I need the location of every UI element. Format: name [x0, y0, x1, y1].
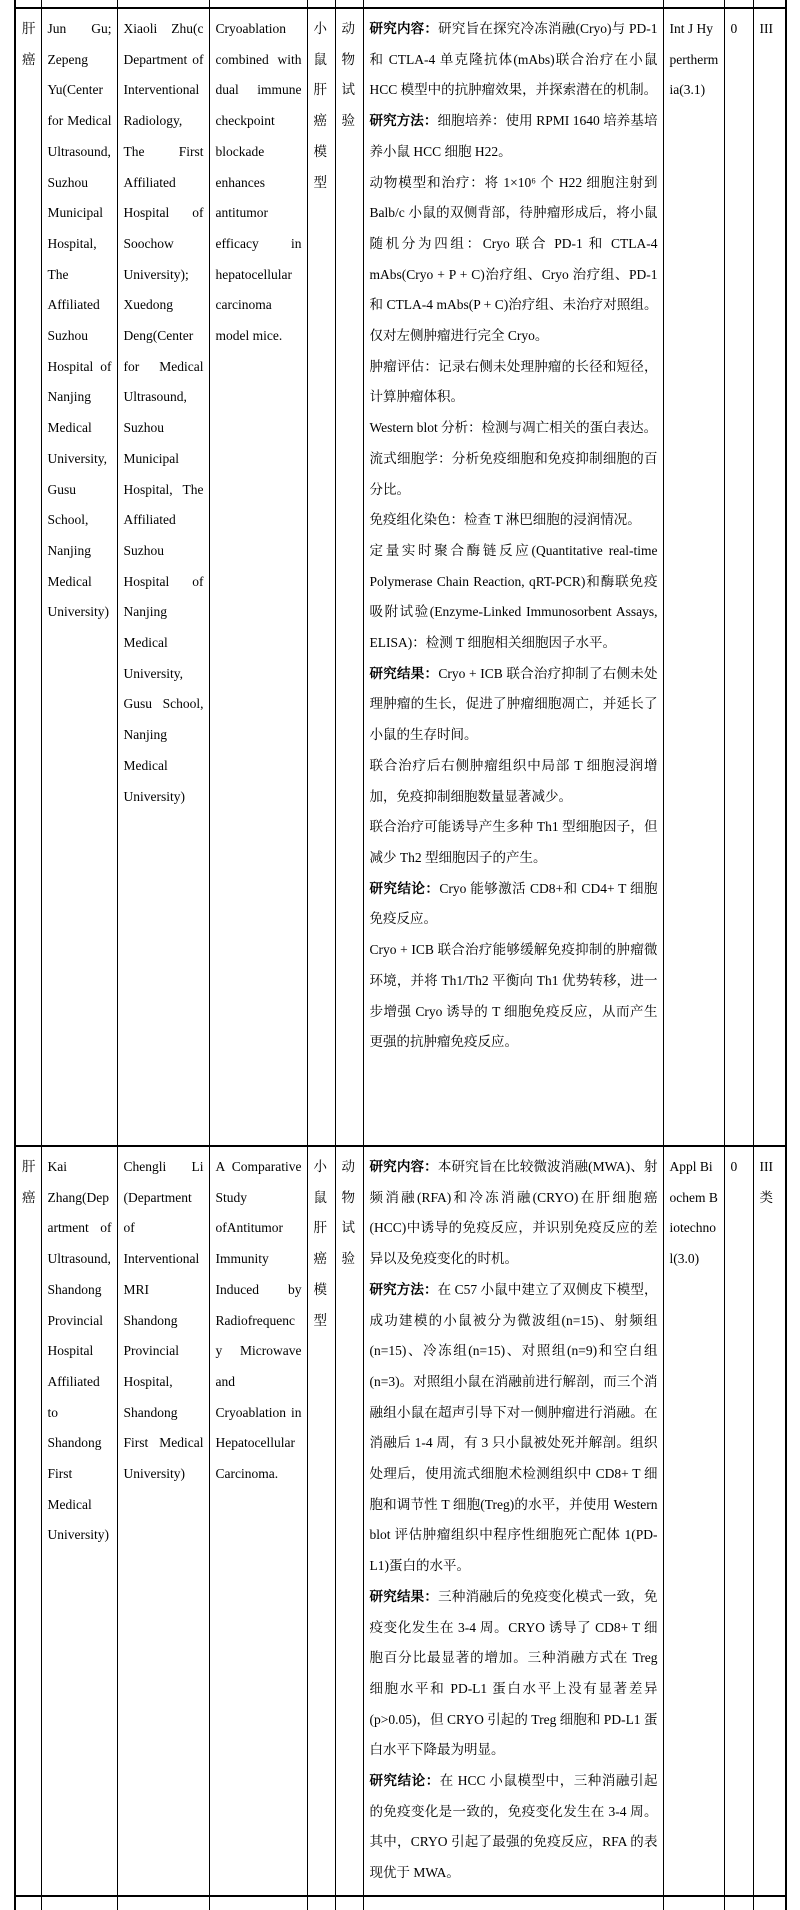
study-row [15, 1146, 786, 1896]
empty-cell [335, 0, 363, 8]
paragraph-label: 研究方法： [369, 1281, 438, 1297]
empty-cell [753, 0, 786, 8]
grade-cell: III [753, 8, 786, 1146]
empty-cell [209, 0, 307, 8]
paragraph [370, 413, 658, 444]
paragraph [370, 751, 658, 812]
paragraph-text: 定量实时聚合酶链反应(Quantitative real-time Polymerase Chain Reaction, qRT-PCR)和酶联免疫吸附试验(Enzyme-Linked Immunosorbent Assays, ELISA)：检测 T 细胞相关细胞因子水平。 [369, 542, 658, 651]
studies-table [14, 0, 787, 1910]
paragraph [370, 1152, 658, 1275]
paragraph [370, 812, 658, 873]
paragraph-text: 免疫组化染色：检查 T 淋巴细胞的浸润情况。 [369, 512, 641, 528]
previous-row-sliver [15, 0, 786, 8]
paragraph [370, 659, 658, 751]
paragraph-text: 联合治疗后右侧肿瘤组织中局部 T 细胞浸润增加，免疫抑制细胞数量显著减少。 [369, 757, 658, 804]
paragraph-text: Cryo 能够激活 CD8+和 CD4+ T 细胞免疫反应。 [369, 880, 658, 927]
paragraph-label: 研究结论： [369, 880, 440, 896]
first-author-cell: Kai Zhang(Department of Ultrasound, Shandong Provincial Hospital Affiliated to Shandong First Medical University) [41, 1146, 117, 1896]
empty-cell [663, 1896, 724, 1910]
empty-cell [335, 1896, 363, 1910]
empty-cell [724, 0, 753, 8]
journal-cell: Appl Biochem Biotechnol(3.0) [663, 1146, 724, 1896]
paragraph-text: 研究旨在探究冷冻消融(Cryo)与 PD-1 和 CTLA-4 单克隆抗体(mAbs)联合治疗在小鼠 HCC 模型中的抗肿瘤效果，并探索潜在的机制。 [369, 21, 658, 98]
empty-cell [15, 1896, 41, 1910]
empty-cell [363, 0, 663, 8]
first-author-cell: Jun Gu; Zepeng Yu(Center for Medical Ultrasound, Suzhou Municipal Hospital, The Affiliated Suzhou Hospital of Nanjing Medical University, Gusu School, Nanjing Medical University) [41, 8, 117, 1146]
empty-cell [663, 0, 724, 8]
cancer-type-cell: 肝癌 [15, 1146, 41, 1896]
paragraph [370, 168, 658, 352]
study-details-cell [363, 1146, 663, 1896]
paragraph [370, 352, 658, 413]
paragraph-label: 研究结论： [369, 1773, 440, 1789]
paragraph-text: 肿瘤评估：记录右侧未处理肿瘤的长径和短径，计算肿瘤体积。 [369, 358, 658, 405]
empty-cell [117, 1896, 209, 1910]
paragraph [370, 106, 658, 167]
paragraph-label: 研究结果： [369, 1588, 439, 1604]
empty-cell [307, 0, 335, 8]
paragraph [370, 1766, 658, 1889]
corresponding-author-cell: Chengli Li (Department of Interventional MRI Shandong Provincial Hospital, Shandong First Medical University) [117, 1146, 209, 1896]
paragraph [370, 505, 658, 536]
next-row-sliver [15, 1896, 786, 1910]
paragraph-text: 细胞培养：使用 RPMI 1640 培养基培养小鼠 HCC 细胞 H22。 [369, 113, 658, 159]
animal-model-cell: 小鼠肝癌模型 [307, 1146, 335, 1896]
corresponding-author-cell: Xiaoli Zhu(c Department of Interventional Radiology, The First Affiliated Hospital of Soochow University); Xuedong Deng(Center for Medical Ultrasound, Suzhou Municipal Hospital, The Affiliated Suzhou Hospital of Nanjing Medical University, Gusu School, Nanjing Medical University) [117, 8, 209, 1146]
score-cell: 0 [724, 8, 753, 1146]
study-type-cell: 动物试验 [335, 1146, 363, 1896]
empty-cell [209, 1896, 307, 1910]
paragraph-label: 研究内容： [369, 21, 439, 36]
paragraph [370, 14, 658, 106]
paragraph-text: 三种消融后的免疫变化模式一致，免疫变化发生在 3-4 周。CRYO 诱导了 CD8+ T 细胞百分比最显著的增加。三种消融方式在 Treg 细胞水平和 PD-L1 蛋白水平上没有显著差异(p>0.05)，但 CRYO 引起的 Treg 细胞和 PD-L1 蛋白水平下降最为明显。 [369, 1588, 658, 1758]
paragraph [370, 1275, 658, 1582]
paragraph [370, 444, 658, 505]
paragraph-text: 流式细胞学：分析免疫细胞和免疫抑制细胞的百分比。 [369, 450, 658, 497]
paragraph-text: 动物模型和治疗：将 1×10⁶ 个 H22 细胞注射到 Balb/c 小鼠的双侧背部，待肿瘤形成后，将小鼠随机分为四组：Cryo 联合 PD-1 和 CTLA-4 mAbs(Cryo + P + C)治疗组、Cryo 治疗组、PD-1 和 CTLA-4 mAbs(P + C)治疗组、未治疗对照组。仅对左侧肿瘤进行完全 Cryo。 [369, 174, 658, 344]
study-details-cell [363, 8, 663, 1146]
empty-cell [117, 0, 209, 8]
paragraph-label: 研究方法： [369, 113, 438, 129]
empty-cell [363, 1896, 663, 1910]
paragraph-text: 在 HCC 小鼠模型中，三种消融引起的免疫变化是一致的，免疫变化发生在 3-4 周。其中，CRYO 引起了最强的免疫反应，RFA 的表现优于 MWA。 [369, 1773, 658, 1881]
paragraph [370, 1582, 658, 1766]
paragraph-text: Cryo + ICB 联合治疗抑制了右侧未处理肿瘤的生长，促进了肿瘤细胞凋亡，并延长了小鼠的生存时间。 [369, 665, 658, 743]
paragraph-label: 研究内容： [369, 1159, 438, 1174]
score-cell: 0 [724, 1146, 753, 1896]
paragraph [370, 874, 658, 935]
grade-cell: III类 [753, 1146, 786, 1896]
paragraph-text: 联合治疗可能诱导产生多种 Th1 型细胞因子，但减少 Th2 型细胞因子的产生。 [369, 819, 658, 865]
paper-title-cell: Cryoablation combined with dual immune checkpoint blockade enhances antitumor efficacy in hepatocellular carcinoma model mice. [209, 8, 307, 1146]
paragraph-text: Cryo + ICB 联合治疗能够缓解免疫抑制的肿瘤微环境，并将 Th1/Th2 平衡向 Th1 优势转移，进一步增强 Cryo 诱导的 T 细胞免疫反应，从而产生更强的抗肿瘤免疫反应。 [369, 942, 658, 1050]
paper-title-cell: A Comparative Study ofAntitumor Immunity Induced by Radiofrequency Microwave and Cryoablation in Hepatocellular Carcinoma. [209, 1146, 307, 1896]
paragraph [370, 935, 658, 1058]
animal-model-cell: 小鼠肝癌模型 [307, 8, 335, 1146]
cancer-type-cell: 肝癌 [15, 8, 41, 1146]
paragraph [370, 536, 658, 659]
empty-cell [724, 1896, 753, 1910]
empty-cell [41, 0, 117, 8]
paragraph-text: Western blot 分析：检测与凋亡相关的蛋白表达。 [369, 420, 658, 436]
paragraph-label: 研究结果： [369, 665, 439, 681]
empty-cell [307, 1896, 335, 1910]
journal-cell: Int J Hyperthermia(3.1) [663, 8, 724, 1146]
study-type-cell: 动物试验 [335, 8, 363, 1146]
empty-cell [753, 1896, 786, 1910]
empty-cell [41, 1896, 117, 1910]
study-row [15, 8, 786, 1146]
empty-cell [15, 0, 41, 8]
paragraph-text: 在 C57 小鼠中建立了双侧皮下模型，成功建模的小鼠被分为微波组(n=15)、射频组(n=15)、冷冻组(n=15)、对照组(n=9)和空白组(n=3)。对照组小鼠在消融前进行解剖，而三个消融组小鼠在超声引导下对一侧肿瘤进行消融。在消融后 1-4 周，有 3 只小鼠被处死并解剖。组织处理后，使用流式细胞术检测组织中 CD8+ T 细胞和调节性 T 细胞(Treg)的水平，并使用 Western blot 评估肿瘤组织中程序性细胞死亡配体 1(PD-L1)蛋白的水平。 [369, 1281, 658, 1574]
paragraph-text: 本研究旨在比较微波消融(MWA)、射频消融(RFA)和冷冻消融(CRYO)在肝细胞癌(HCC)中诱导的免疫反应，并识别免疫反应的差异以及免疫变化的时机。 [369, 1159, 658, 1267]
